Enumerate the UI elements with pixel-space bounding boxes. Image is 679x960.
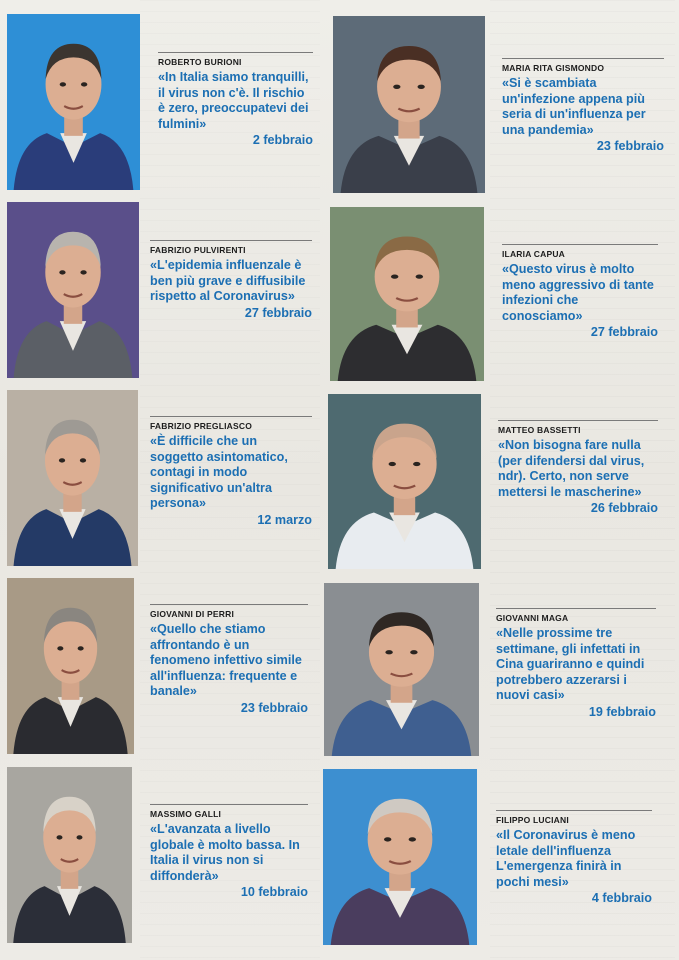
- quote-text: «L'avanzata a livello globale è molto bassa. In Italia il virus non si diffonderà»: [150, 822, 300, 883]
- quote-text: «Questo virus è molto meno aggressivo di tante infezioni che conosciamo»: [502, 262, 654, 323]
- portrait-photo: [324, 583, 479, 756]
- quote-text: «Quello che stiamo affrontando è un fenomeno infettivo simile all'influenza: frequente e banale»: [150, 622, 302, 699]
- portrait-photo: [328, 394, 481, 569]
- person-name: ROBERTO BURIONI: [158, 57, 242, 67]
- quote-text: «Si è scambiata un'infezione appena più seria di un'influenza per una pandemia»: [502, 76, 646, 137]
- quote-date: 10 febbraio: [240, 885, 308, 900]
- quote-text: «Il Coronavirus è meno letale dell'influenza L'emergenza finirà in pochi mesi»: [496, 828, 636, 889]
- person-name: MASSIMO GALLI: [150, 809, 222, 819]
- quote-text: «Non bisogna fare nulla (per difendersi dal virus, ndr). Certo, non serve mettersi le mascherine»: [498, 438, 645, 499]
- portrait-photo: [7, 14, 140, 190]
- quote-text: «In Italia siamo tranquilli, il virus non c'è. Il rischio è zero, preoccupatevi dei fulmini»: [158, 70, 309, 131]
- portrait-photo: [7, 390, 138, 566]
- person-name: MATTEO BASSETTI: [498, 425, 581, 435]
- quote-date: 23 febbraio: [596, 139, 664, 154]
- person-name: FABRIZIO PREGLIASCO: [150, 421, 253, 431]
- portrait-photo: [7, 578, 134, 754]
- quote-date: 2 febbraio: [252, 133, 313, 148]
- quote-date: 26 febbraio: [590, 501, 658, 516]
- person-name: GIOVANNI MAGA: [496, 613, 569, 623]
- person-name: FABRIZIO PULVIRENTI: [150, 245, 246, 255]
- quote-date: 27 febbraio: [590, 325, 658, 340]
- quote-date: 27 febbraio: [244, 305, 312, 320]
- quote-text: «Nelle prossime tre settimane, gli infettati in Cina guariranno e quindi potrebbero azzerarsi i nuovi casi»: [496, 626, 645, 703]
- portrait-photo: [330, 207, 484, 381]
- person-name: GIOVANNI DI PERRI: [150, 609, 235, 619]
- portrait-photo: [323, 769, 477, 945]
- person-name: ILARIA CAPUA: [502, 249, 565, 259]
- quote-date: 19 febbraio: [588, 704, 656, 719]
- portrait-photo: [7, 767, 132, 943]
- person-name: MARIA RITA GISMONDO: [502, 63, 605, 73]
- quote-text: «È difficile che un soggetto asintomatico, contagi in modo significativo un'altra persona»: [150, 434, 288, 511]
- portrait-photo: [7, 202, 139, 378]
- quote-date: 4 febbraio: [591, 891, 652, 906]
- quote-date: 23 febbraio: [240, 700, 308, 715]
- quote-date: 12 marzo: [257, 512, 312, 527]
- portrait-photo: [333, 16, 485, 193]
- person-name: FILIPPO LUCIANI: [496, 815, 569, 825]
- quote-text: «L'epidemia influenzale è ben più grave e diffusibile rispetto al Coronavirus»: [150, 258, 306, 304]
